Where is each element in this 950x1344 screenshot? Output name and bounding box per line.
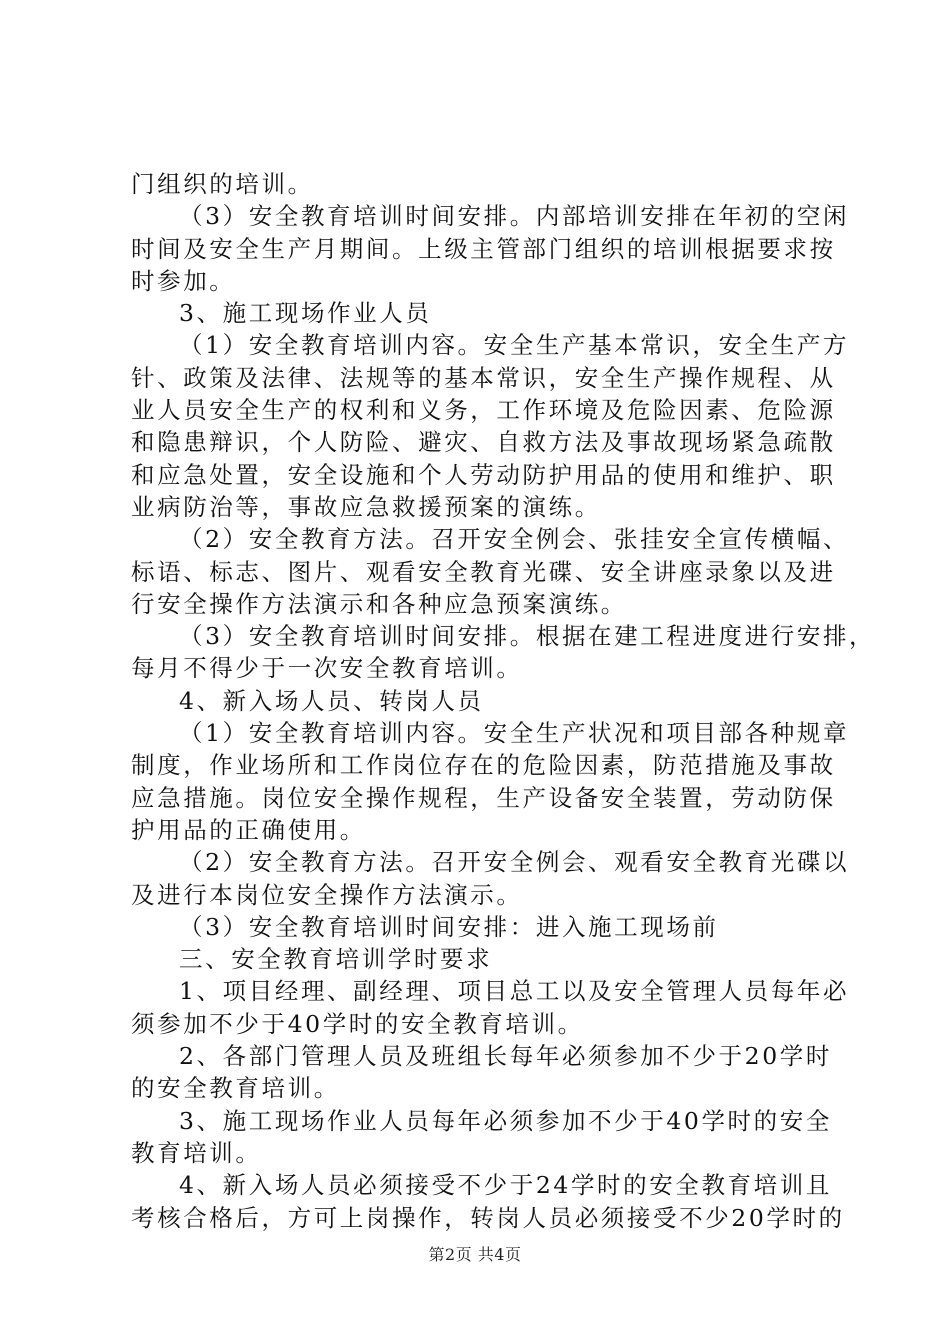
text-line: 每月不得少于一次安全教育培训。 bbox=[131, 654, 523, 683]
text-line: （2）安全教育方法。召开安全例会、观看安全教育光碟以 bbox=[179, 848, 850, 877]
text-line: 须参加不少于40学时的安全教育培训。 bbox=[131, 1009, 584, 1038]
text-line: 行安全操作方法演示和各种应急预案演练。 bbox=[131, 589, 627, 618]
text-line: （1）安全教育培训内容。安全生产状况和项目部各种规章 bbox=[179, 719, 850, 748]
text-line: 3、施工现场作业人员每年必须参加不少于40学时的安全 bbox=[179, 1106, 832, 1135]
text-line: （2）安全教育方法。召开安全例会、张挂安全宣传横幅、 bbox=[179, 525, 850, 554]
text-line: 护用品的正确使用。 bbox=[131, 815, 366, 844]
text-line: （3）安全教育培训时间安排：进入施工现场前 bbox=[179, 912, 719, 941]
text-line: 时间及安全生产月期间。上级主管部门组织的培训根据要求按 bbox=[131, 234, 836, 263]
text-line: （3）安全教育培训时间安排。根据在建工程进度进行安排， bbox=[179, 622, 876, 651]
text-line: 应急措施。岗位安全操作规程，生产设备安全装置，劳动防保 bbox=[131, 783, 836, 812]
text-line: 考核合格后，方可上岗操作，转岗人员必须接受不少20学时的 bbox=[131, 1203, 845, 1232]
text-line: 制度，作业场所和工作岗位存在的危险因素，防范措施及事故 bbox=[131, 751, 836, 780]
text-line: 三、安全教育培训学时要求 bbox=[179, 945, 493, 974]
text-line: 和应急处置，安全设施和个人劳动防护用品的使用和维护、职 bbox=[131, 460, 836, 489]
text-line: 3、施工现场作业人员 bbox=[179, 299, 432, 328]
document-body bbox=[131, 168, 876, 1234]
text-line: 2、各部门管理人员及班组长每年必须参加不少于20学时 bbox=[179, 1042, 832, 1071]
text-line: 和隐患辩识，个人防险、避灾、自救方法及事故现场紧急疏散 bbox=[131, 428, 836, 457]
text-line: 及进行本岗位安全操作方法演示。 bbox=[131, 880, 523, 909]
text-line: 的安全教育培训。 bbox=[131, 1074, 340, 1103]
text-line: （1）安全教育培训内容。安全生产基本常识，安全生产方 bbox=[179, 331, 850, 360]
text-line: 教育培训。 bbox=[131, 1138, 262, 1167]
text-line: 4、新入场人员、转岗人员 bbox=[179, 686, 484, 715]
text-line: 门组织的培训。 bbox=[131, 170, 314, 198]
text-line: 1、项目经理、副经理、项目总工以及安全管理人员每年必 bbox=[179, 977, 850, 1006]
text-line: 标语、标志、图片、观看安全教育光碟、安全讲座录象以及进 bbox=[131, 557, 836, 586]
text-line: 4、新入场人员必须接受不少于24学时的安全教育培训且 bbox=[179, 1171, 832, 1200]
text-line: 针、政策及法律、法规等的基本常识，安全生产操作规程、从 bbox=[131, 363, 836, 392]
text-line: （3）安全教育培训时间安排。内部培训安排在年初的空闲 bbox=[179, 202, 850, 231]
text-line: 业病防治等，事故应急救援预案的演练。 bbox=[131, 492, 601, 521]
text-line: 业人员安全生产的权利和义务，工作环境及危险因素、危险源 bbox=[131, 396, 836, 425]
page-footer: 第2页 共4页 bbox=[428, 1245, 522, 1264]
text-line: 时参加。 bbox=[131, 266, 236, 295]
